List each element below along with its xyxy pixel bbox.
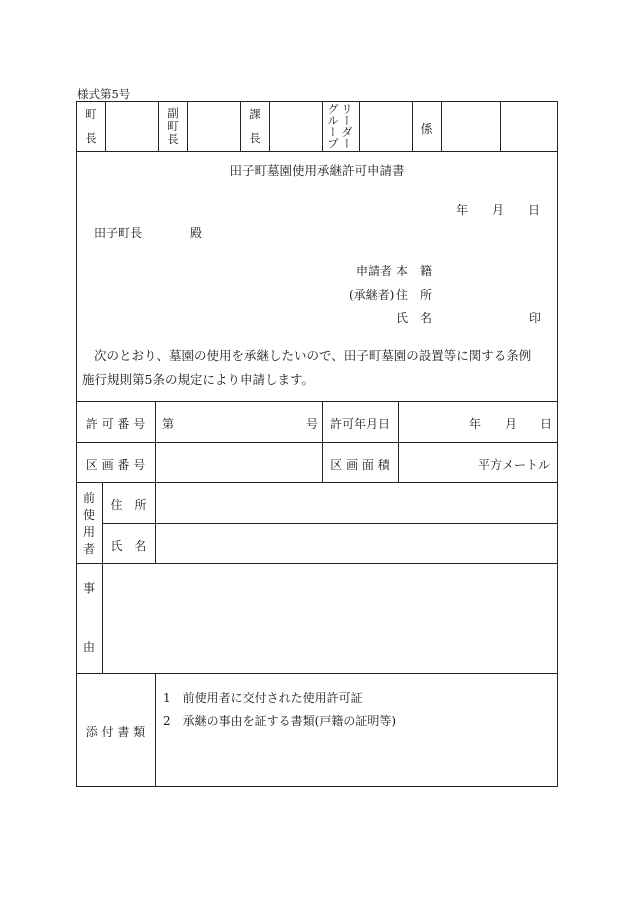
previous-user-name-label: 氏 名 — [110, 539, 147, 553]
reason-label-2: 由 — [82, 640, 95, 654]
permit-number-label: 許 可 番 号 — [85, 417, 146, 431]
approval-section-chief-label: 課 — [249, 107, 261, 121]
reason-label: 事 — [82, 581, 95, 595]
permit-date-month: 月 — [505, 417, 518, 431]
approval-section-chief-label-2: 長 — [249, 131, 261, 145]
approval-leader-label: リーダー — [340, 103, 354, 149]
applicant-role: 申請者 — [356, 264, 393, 278]
attachment-item: 1 前使用者に交付された使用許可証 — [163, 691, 363, 705]
permit-number-suffix: 号 — [306, 417, 319, 431]
plot-area-unit: 平方メートル — [478, 458, 551, 472]
attachments-label: 添 付 書 類 — [85, 725, 146, 739]
applicant-name-label: 氏 名 — [396, 311, 433, 325]
approval-group-label: グループ — [326, 103, 340, 149]
form-number: 様式第5号 — [77, 87, 131, 101]
approval-stamp-grid — [76, 101, 558, 152]
permit-date-year: 年 — [469, 417, 482, 431]
permit-date-label: 許可年月日 — [329, 417, 390, 431]
applicant-address-label: 住 所 — [396, 288, 433, 302]
permit-date-day: 日 — [540, 417, 553, 431]
form-title: 田子町墓園使用承継許可申請書 — [229, 163, 405, 178]
approval-vice-mayor-label: 副 町 長 — [167, 106, 179, 146]
permit-number-prefix: 第 — [162, 417, 175, 431]
application-statement: 次のとおり、墓園の使用を承継したいので、田子町墓園の設置等に関する条例施行規則第5条の規定により申請します。 — [82, 348, 532, 387]
approval-staff-label: 係 — [420, 122, 433, 136]
date-month-label: 月 — [492, 203, 505, 217]
previous-user-label: 前 使 用 者 — [82, 491, 95, 556]
attachment-item: 2 承継の事由を証する書類(戸籍の証明等) — [163, 714, 396, 728]
date-day-label: 日 — [528, 203, 541, 217]
plot-number-label: 区 画 番 号 — [85, 458, 146, 472]
plot-area-label: 区 画 面 積 — [330, 458, 390, 472]
approval-mayor-label: 町 — [85, 107, 97, 121]
approval-mayor-label-2: 長 — [85, 131, 97, 145]
seal-mark: 印 — [529, 311, 542, 325]
addressee-name: 田子町長 — [94, 226, 143, 240]
successor-role: (承継者) — [349, 288, 395, 302]
date-year-label: 年 — [456, 203, 469, 217]
applicant-domicile-label: 本 籍 — [396, 264, 433, 278]
addressee-honorific: 殿 — [190, 226, 203, 240]
previous-user-address-label: 住 所 — [110, 498, 147, 512]
